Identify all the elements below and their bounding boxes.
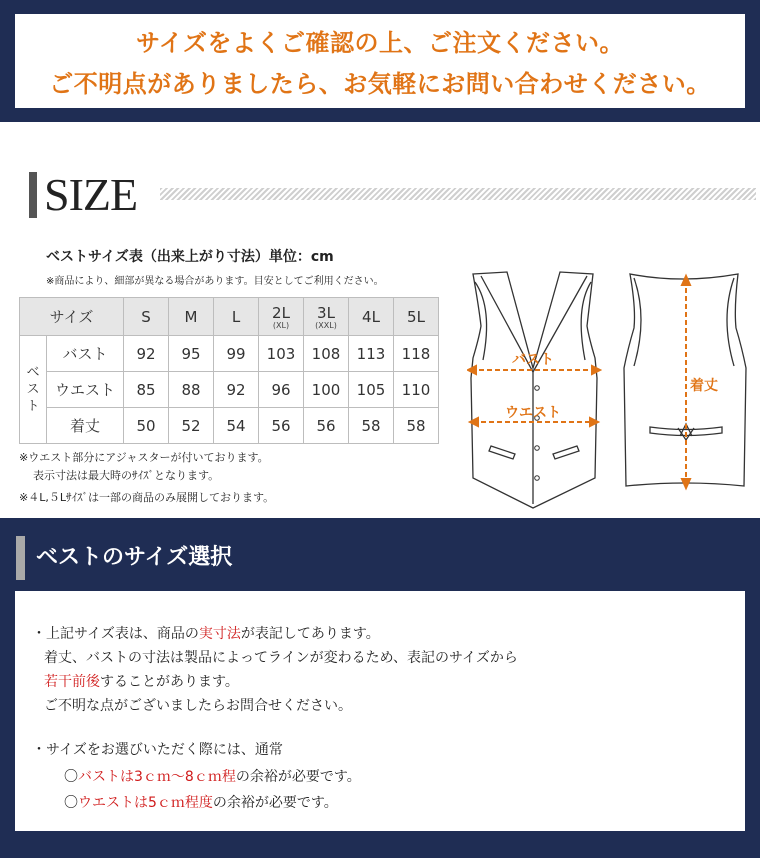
table-row — [20, 408, 439, 444]
table-cell: 92 — [214, 372, 259, 408]
table-cell: 92 — [124, 336, 169, 372]
table-cell: 96 — [259, 372, 304, 408]
table-row — [20, 372, 439, 408]
size-header-label: サイズ — [20, 298, 124, 336]
size-col-5l: 5L — [394, 298, 439, 336]
guide-line-2: 着丈、バストの寸法は製品によってラインが変わるため、表記のサイズから — [44, 650, 518, 666]
size-col-2l: 2L (XL) — [259, 298, 304, 336]
table-cell: 50 — [124, 408, 169, 444]
table-cell: 110 — [394, 372, 439, 408]
guide-line-1: ・上記サイズ表は、商品の実寸法が表記してあります。 — [32, 626, 380, 642]
table-cell: 58 — [349, 408, 394, 444]
size-table — [19, 297, 439, 444]
notice-line-1: サイズをよくご確認の上、ご注文ください。 — [135, 29, 625, 57]
vest-back-diagram — [622, 268, 752, 493]
table-cell: 56 — [259, 408, 304, 444]
button — [535, 446, 540, 451]
size-table-note: ※商品により、細部が異なる場合があります。目安としてご利用ください。 — [46, 276, 384, 287]
highlight-bust-allowance: バストは3ｃｍ～8ｃｍ程 — [78, 769, 236, 785]
size-col-3l-sub: (XXL) — [315, 320, 337, 330]
footnote-adjuster: ※ウエスト部分にアジャスターが付いております。 — [19, 451, 269, 464]
size-col-s: S — [124, 298, 169, 336]
group-label-vest — [20, 336, 47, 444]
size-heading: SIZE — [44, 169, 138, 220]
notice-line-2: ご不明点がありましたら、お気軽にお問い合わせください。 — [49, 70, 711, 98]
notice-banner — [0, 0, 760, 122]
section-heading-bar — [16, 536, 25, 580]
vest-front-diagram — [467, 268, 602, 513]
size-heading-rule — [160, 188, 756, 200]
table-cell: 54 — [214, 408, 259, 444]
button — [535, 386, 540, 391]
table-cell: 108 — [304, 336, 349, 372]
size-col-3l: 3L (XXL) — [304, 298, 349, 336]
table-cell: 56 — [304, 408, 349, 444]
guide-line-6: 〇バストは3ｃｍ～8ｃｍ程の余裕が必要です。 — [64, 769, 361, 785]
size-heading-bar — [29, 172, 37, 218]
highlight-actual-size: 実寸法 — [198, 626, 241, 642]
bust-label: バスト — [512, 352, 554, 368]
notice-box — [15, 14, 745, 108]
table-cell: 58 — [394, 408, 439, 444]
button — [535, 476, 540, 481]
table-cell: 105 — [349, 372, 394, 408]
highlight-waist-allowance: ウエストは5ｃｍ程度 — [78, 795, 213, 811]
footnote-max-size: 表示寸法は最大時のｻｲｽﾞとなります。 — [33, 469, 220, 482]
table-cell: 95 — [169, 336, 214, 372]
table-cell: 103 — [259, 336, 304, 372]
table-row — [20, 336, 439, 372]
table-cell: 113 — [349, 336, 394, 372]
table-cell: 100 — [304, 372, 349, 408]
highlight-variation: 若干前後 — [44, 674, 100, 690]
group-label-text: ベ ス ト — [26, 365, 40, 414]
length-label: 着丈 — [690, 378, 718, 394]
size-col-l: L — [214, 298, 259, 336]
guide-line-4: ご不明な点がございましたらお問合せください。 — [44, 698, 352, 714]
size-col-4l: 4L — [349, 298, 394, 336]
table-cell: 99 — [214, 336, 259, 372]
guide-line-3: 若干前後することがあります。 — [44, 674, 239, 690]
guide-line-5: ・サイズをお選びいただく際には、通常 — [32, 742, 283, 758]
footnote-large-sizes: ※４L,５Lｻｲｽﾞは一部の商品のみ展開しております。 — [19, 491, 275, 504]
table-cell: 88 — [169, 372, 214, 408]
section-heading: ベストのサイズ選択 — [36, 545, 233, 570]
waist-label: ウエスト — [505, 405, 561, 421]
table-cell: 118 — [394, 336, 439, 372]
table-cell: 52 — [169, 408, 214, 444]
row-label-bust: バスト — [47, 336, 124, 372]
size-col-2l-sub: (XL) — [272, 320, 290, 330]
guide-line-7: 〇ウエストは5ｃｍ程度の余裕が必要です。 — [64, 795, 338, 811]
size-col-m: M — [169, 298, 214, 336]
size-table-header-row — [20, 298, 439, 336]
row-label-waist: ウエスト — [47, 372, 124, 408]
table-cell: 85 — [124, 372, 169, 408]
size-table-title: ベストサイズ表（出来上がり寸法）単位：cm — [46, 249, 334, 265]
row-label-length: 着丈 — [47, 408, 124, 444]
